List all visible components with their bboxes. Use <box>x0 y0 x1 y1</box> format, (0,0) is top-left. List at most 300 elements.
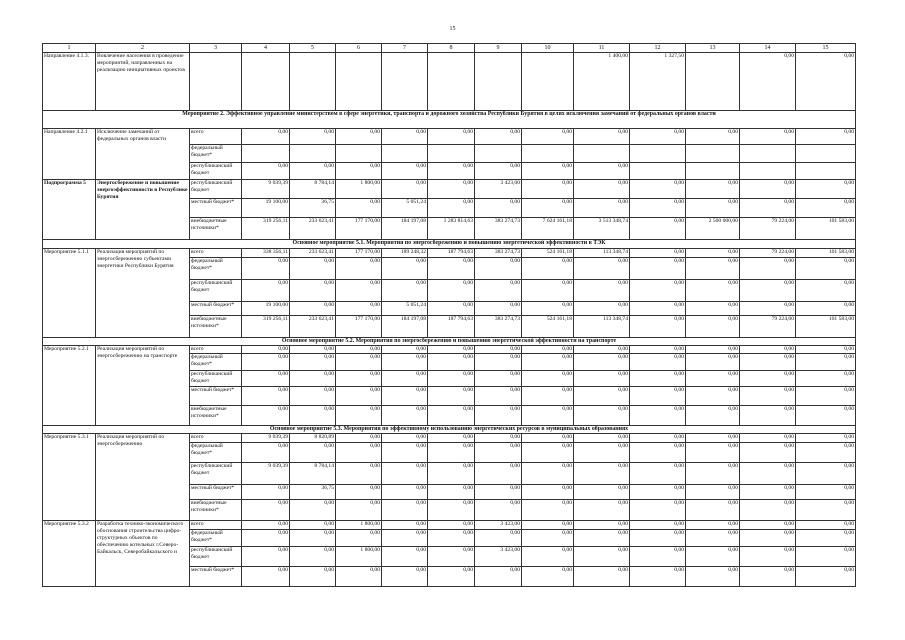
amount-cell <box>630 163 686 180</box>
amount-cell: 0,00 <box>475 387 522 406</box>
amount-cell: 8 784,14 <box>290 463 336 485</box>
item-name: Исключение замечаний от федеральных органов власти <box>96 129 190 180</box>
amount-cell: 187 794,63 <box>428 316 475 338</box>
funding-source: федеральный бюджет* <box>190 354 242 371</box>
amount-cell: 0,00 <box>686 434 740 443</box>
amount-cell: 0,00 <box>522 434 574 443</box>
amount-cell: 0,00 <box>740 346 796 354</box>
amount-cell: 0,00 <box>686 316 740 338</box>
funding-source: местный бюджет* <box>190 485 242 500</box>
amount-cell: 0,00 <box>574 354 630 371</box>
amount-cell: 0,00 <box>382 280 428 302</box>
amount-cell: 0,00 <box>522 302 574 316</box>
amount-cell: 0,00 <box>740 463 796 485</box>
amount-cell: 0,00 <box>740 371 796 387</box>
amount-cell: 0,00 <box>336 463 382 485</box>
amount-cell: 0,00 <box>428 129 475 145</box>
amount-cell: 0,00 <box>574 387 630 406</box>
amount-cell: 0,00 <box>336 443 382 463</box>
amount-cell: 0,00 <box>740 567 796 587</box>
section-title: Мероприятие 2. Эффективное управление министерством в сфере энергетики, транспорта и дорожного хозяйства Республики Бурятия в целях исключения замечаний от федеральных органов власти <box>43 111 856 129</box>
amount-cell: 0,00 <box>630 406 686 426</box>
amount-cell: 0,00 <box>522 387 574 406</box>
amount-cell: 0,00 <box>428 485 475 500</box>
amount-cell: 0,00 <box>686 463 740 485</box>
section-title: Основное мероприятие 5.2. Мероприятия по энергосбережению и повышению энергетической эффективности на транспорте <box>43 338 856 346</box>
amount-cell: 0,00 <box>574 463 630 485</box>
item-name: Реализация мероприятий по энергосбережению субъектами энергетики Республики Бурятия <box>96 249 190 338</box>
amount-cell: 0,00 <box>796 567 856 587</box>
amount-cell: 0,00 <box>522 258 574 280</box>
amount-cell: 0,00 <box>428 354 475 371</box>
amount-cell <box>336 145 382 163</box>
amount-cell: 0,00 <box>686 485 740 500</box>
amount-cell: 0,00 <box>630 500 686 521</box>
amount-cell: 0,00 <box>382 434 428 443</box>
section-title: Основное мероприятие 5.1. Мероприятия по энергосбережению и повышению энергетической эффективности в ТЭК <box>43 240 856 249</box>
amount-cell: 0,00 <box>382 547 428 567</box>
amount-cell: 0,00 <box>475 302 522 316</box>
amount-cell: 0,00 <box>382 500 428 521</box>
section-row <box>43 338 856 346</box>
amount-cell: 1 800,00 <box>336 521 382 530</box>
amount-cell: 0,00 <box>382 521 428 530</box>
amount-cell: 383 274,73 <box>475 316 522 338</box>
amount-cell: 0,00 <box>475 485 522 500</box>
amount-cell: 36,75 <box>290 485 336 500</box>
amount-cell: 0,00 <box>740 443 796 463</box>
amount-cell: 0,00 <box>336 258 382 280</box>
column-number: 12 <box>630 44 686 53</box>
amount-cell: 0,00 <box>740 434 796 443</box>
amount-cell: 0,00 <box>522 521 574 530</box>
section-row <box>43 111 856 129</box>
amount-cell: 0,00 <box>336 387 382 406</box>
amount-cell: 0,00 <box>686 354 740 371</box>
amount-cell: 0,00 <box>686 371 740 387</box>
amount-cell: 0,00 <box>290 567 336 587</box>
amount-cell: 0,00 <box>382 567 428 587</box>
amount-cell: 187 794,63 <box>428 249 475 258</box>
funding-source: федеральный бюджет* <box>190 530 242 547</box>
amount-cell: 0,00 <box>382 163 428 180</box>
amount-cell: 5 051,24 <box>382 199 428 218</box>
amount-cell: 0,00 <box>686 180 740 199</box>
amount-cell: 19 100,00 <box>242 302 290 316</box>
amount-cell: 0,00 <box>382 530 428 547</box>
amount-cell: 0,00 <box>740 280 796 302</box>
amount-cell: 0,00 <box>336 163 382 180</box>
amount-cell: 0,00 <box>428 302 475 316</box>
amount-cell: 0,00 <box>740 500 796 521</box>
amount-cell: 0,00 <box>796 547 856 567</box>
amount-cell: 0,00 <box>686 302 740 316</box>
amount-cell: 0,00 <box>574 346 630 354</box>
funding-source: внебюджетные источники* <box>190 218 242 240</box>
amount-cell: 8 820,89 <box>290 434 336 443</box>
amount-cell: 2 500 000,00 <box>686 218 740 240</box>
amount-cell: 0,00 <box>382 354 428 371</box>
amount-cell: 79 224,00 <box>740 218 796 240</box>
amount-cell: 0,00 <box>382 129 428 145</box>
amount-cell: 0,00 <box>796 443 856 463</box>
amount-cell: 0,00 <box>290 163 336 180</box>
amount-cell: 0,00 <box>630 530 686 547</box>
amount-cell: 1 800,00 <box>336 180 382 199</box>
amount-cell: 9 039,39 <box>242 463 290 485</box>
amount-cell: 0,00 <box>522 443 574 463</box>
amount-cell: 177 170,00 <box>336 249 382 258</box>
amount-cell: 0,00 <box>796 280 856 302</box>
amount-cell: 79 224,00 <box>740 249 796 258</box>
amount-cell: 177 170,00 <box>336 316 382 338</box>
column-number: 2 <box>96 44 190 53</box>
funding-source: республиканский бюджет <box>190 163 242 180</box>
funding-source: внебюджетные источники* <box>190 406 242 426</box>
amount-cell: 319 256,11 <box>242 316 290 338</box>
item-code: Мероприятие 5.3.2 <box>43 521 96 587</box>
item-code: Мероприятие 5.1.1 <box>43 249 96 338</box>
amount-cell: 0,00 <box>242 485 290 500</box>
amount-cell: 0,00 <box>336 302 382 316</box>
amount-cell: 0,00 <box>796 199 856 218</box>
amount-cell: 0,00 <box>630 371 686 387</box>
amount-cell: 0,00 <box>796 485 856 500</box>
amount-cell: 0,00 <box>290 443 336 463</box>
amount-cell: 0,00 <box>290 547 336 567</box>
amount-cell: 0,00 <box>740 53 796 111</box>
amount-cell: 0,00 <box>686 346 740 354</box>
amount-cell: 0,00 <box>630 387 686 406</box>
amount-cell: 0,00 <box>522 406 574 426</box>
budget-table <box>42 43 856 587</box>
amount-cell: 0,00 <box>796 521 856 530</box>
amount-cell: 0,00 <box>740 129 796 145</box>
amount-cell: 1 400,00 <box>574 53 630 111</box>
amount-cell: 0,00 <box>336 280 382 302</box>
amount-cell: 0,00 <box>290 530 336 547</box>
funding-source: республиканский бюджет <box>190 371 242 387</box>
amount-cell: 0,00 <box>630 434 686 443</box>
funding-source: федеральный бюджет* <box>190 258 242 280</box>
amount-cell: 79 224,00 <box>740 316 796 338</box>
amount-cell: 0,00 <box>336 371 382 387</box>
amount-cell <box>290 53 336 111</box>
item-code: Мероприятие 5.3.1 <box>43 434 96 521</box>
amount-cell: 0,00 <box>796 354 856 371</box>
amount-cell: 0,00 <box>242 371 290 387</box>
amount-cell: 0,00 <box>630 567 686 587</box>
amount-cell: 0,00 <box>796 53 856 111</box>
amount-cell: 0,00 <box>336 199 382 218</box>
funding-source: местный бюджет* <box>190 567 242 587</box>
amount-cell: 0,00 <box>686 547 740 567</box>
amount-cell: 0,00 <box>475 530 522 547</box>
amount-cell: 0,00 <box>686 387 740 406</box>
amount-cell: 0,00 <box>796 530 856 547</box>
amount-cell: 0,00 <box>740 530 796 547</box>
amount-cell: 0,00 <box>522 280 574 302</box>
amount-cell: 0,00 <box>428 387 475 406</box>
amount-cell <box>428 53 475 111</box>
amount-cell: 0,00 <box>475 129 522 145</box>
amount-cell <box>796 163 856 180</box>
amount-cell: 0,00 <box>336 434 382 443</box>
amount-cell: 0,00 <box>686 530 740 547</box>
amount-cell: 0,00 <box>242 521 290 530</box>
funding-source: федеральный бюджет* <box>190 443 242 463</box>
amount-cell: 0,00 <box>630 258 686 280</box>
funding-source: всего <box>190 129 242 145</box>
amount-cell: 0,00 <box>428 180 475 199</box>
amount-cell: 0,00 <box>242 567 290 587</box>
column-number: 11 <box>574 44 630 53</box>
amount-cell: 0,00 <box>686 258 740 280</box>
amount-cell: 0,00 <box>475 258 522 280</box>
amount-cell: 0,00 <box>428 346 475 354</box>
item-code: Мероприятие 5.2.1 <box>43 346 96 426</box>
funding-source: внебюджетные источники* <box>190 500 242 521</box>
amount-cell: 0,00 <box>428 521 475 530</box>
amount-cell: 0,00 <box>574 406 630 426</box>
item-name: Разработка технико-экономического обоснования строительства цифро-структурных объектов по обеспечению котельных г.Северо-Байкальск, Северобайкальского и <box>96 521 190 587</box>
amount-cell: 0,00 <box>630 346 686 354</box>
amount-cell: 177 170,00 <box>336 218 382 240</box>
amount-cell: 0,00 <box>630 463 686 485</box>
funding-source: республиканский бюджет <box>190 180 242 199</box>
amount-cell: 0,00 <box>522 199 574 218</box>
amount-cell: 0,00 <box>428 371 475 387</box>
column-number: 7 <box>382 44 428 53</box>
amount-cell: 0,00 <box>336 500 382 521</box>
funding-source: всего <box>190 346 242 354</box>
column-number: 8 <box>428 44 475 53</box>
amount-cell: 0,00 <box>574 485 630 500</box>
table-row <box>43 346 856 354</box>
column-number: 13 <box>686 44 740 53</box>
amount-cell: 0,00 <box>630 485 686 500</box>
amount-cell: 0,00 <box>428 434 475 443</box>
amount-cell: 524 161,18 <box>522 316 574 338</box>
amount-cell <box>242 53 290 111</box>
amount-cell: 233 623,41 <box>290 218 336 240</box>
amount-cell: 0,00 <box>686 443 740 463</box>
amount-cell: 0,00 <box>522 547 574 567</box>
column-number: 14 <box>740 44 796 53</box>
amount-cell: 0,00 <box>382 371 428 387</box>
amount-cell: 0,00 <box>522 530 574 547</box>
amount-cell: 1 327,50 <box>630 53 686 111</box>
amount-cell: 0,00 <box>428 163 475 180</box>
amount-cell: 0,00 <box>796 180 856 199</box>
funding-source: всего <box>190 434 242 443</box>
amount-cell: 233 623,41 <box>290 316 336 338</box>
funding-source: местный бюджет* <box>190 199 242 218</box>
table-row <box>43 53 856 111</box>
amount-cell: 0,00 <box>428 199 475 218</box>
amount-cell: 0,00 <box>574 530 630 547</box>
amount-cell: 0,00 <box>382 443 428 463</box>
amount-cell: 0,00 <box>522 500 574 521</box>
amount-cell: 101 583,00 <box>796 316 856 338</box>
amount-cell: 0,00 <box>290 346 336 354</box>
amount-cell: 9 039,39 <box>242 434 290 443</box>
amount-cell: 0,00 <box>630 129 686 145</box>
amount-cell: 0,00 <box>796 500 856 521</box>
table-row <box>43 434 856 443</box>
amount-cell: 0,00 <box>336 346 382 354</box>
amount-cell: 0,00 <box>242 530 290 547</box>
amount-cell: 3 513 348,74 <box>574 218 630 240</box>
amount-cell: 0,00 <box>686 500 740 521</box>
amount-cell: 0,00 <box>242 547 290 567</box>
column-number: 4 <box>242 44 290 53</box>
amount-cell: 0,00 <box>475 199 522 218</box>
amount-cell: 0,00 <box>574 180 630 199</box>
amount-cell: 0,00 <box>290 354 336 371</box>
amount-cell: 0,00 <box>475 500 522 521</box>
amount-cell: 0,00 <box>290 371 336 387</box>
amount-cell: 0,00 <box>475 463 522 485</box>
amount-cell: 0,00 <box>574 434 630 443</box>
amount-cell: 0,00 <box>740 387 796 406</box>
section-title: Основное мероприятие 5.3. Мероприятия по эффективному использованию энергетических ресурсов в муниципальных образованиях <box>43 426 856 434</box>
amount-cell: 0,00 <box>686 521 740 530</box>
funding-source: местный бюджет* <box>190 387 242 406</box>
amount-cell: 0,00 <box>290 129 336 145</box>
funding-source: всего <box>190 249 242 258</box>
amount-cell: 189 248,32 <box>382 249 428 258</box>
amount-cell: 0,00 <box>574 547 630 567</box>
amount-cell: 0,00 <box>475 280 522 302</box>
table-row <box>43 521 856 530</box>
amount-cell: 0,00 <box>630 354 686 371</box>
table-row <box>43 180 856 199</box>
amount-cell <box>740 145 796 163</box>
amount-cell: 383 274,73 <box>475 249 522 258</box>
section-row <box>43 240 856 249</box>
amount-cell <box>290 145 336 163</box>
amount-cell: 3 423,00 <box>475 547 522 567</box>
amount-cell: 0,00 <box>382 387 428 406</box>
amount-cell: 0,00 <box>574 280 630 302</box>
amount-cell: 0,00 <box>242 387 290 406</box>
amount-cell: 0,00 <box>574 371 630 387</box>
amount-cell: 0,00 <box>242 406 290 426</box>
amount-cell: 0,00 <box>428 500 475 521</box>
amount-cell: 0,00 <box>630 547 686 567</box>
amount-cell: 0,00 <box>336 567 382 587</box>
amount-cell: 0,00 <box>630 199 686 218</box>
amount-cell: 0,00 <box>475 163 522 180</box>
amount-cell: 0,00 <box>630 302 686 316</box>
amount-cell: 1 283 814,63 <box>428 218 475 240</box>
amount-cell: 0,00 <box>522 567 574 587</box>
amount-cell: 0,00 <box>242 280 290 302</box>
item-name: Вовлечение населения в проведение мероприятий, направленных на реализацию инициативных проектов <box>96 53 190 111</box>
item-code: Подпрограмма 5 <box>43 180 96 240</box>
amount-cell: 0,00 <box>522 485 574 500</box>
amount-cell: 0,00 <box>796 371 856 387</box>
amount-cell: 233 623,41 <box>290 249 336 258</box>
amount-cell: 0,00 <box>796 129 856 145</box>
amount-cell <box>475 145 522 163</box>
amount-cell: 0,00 <box>740 258 796 280</box>
funding-source: местный бюджет* <box>190 302 242 316</box>
amount-cell: 184 197,08 <box>382 218 428 240</box>
amount-cell <box>522 145 574 163</box>
amount-cell: 3 423,00 <box>475 521 522 530</box>
item-name: Реализация мероприятий по энергосбережению на транспорте <box>96 346 190 426</box>
amount-cell: 0,00 <box>522 463 574 485</box>
amount-cell: 0,00 <box>382 258 428 280</box>
column-number-row <box>43 44 856 53</box>
amount-cell: 0,00 <box>574 302 630 316</box>
amount-cell <box>242 145 290 163</box>
amount-cell: 383 274,73 <box>475 218 522 240</box>
amount-cell <box>686 163 740 180</box>
amount-cell: 0,00 <box>382 485 428 500</box>
amount-cell: 0,00 <box>740 485 796 500</box>
amount-cell: 0,00 <box>630 249 686 258</box>
amount-cell: 0,00 <box>740 354 796 371</box>
amount-cell: 3 423,00 <box>475 180 522 199</box>
amount-cell: 0,00 <box>630 316 686 338</box>
column-number: 3 <box>190 44 242 53</box>
amount-cell: 0,00 <box>475 371 522 387</box>
amount-cell: 101 583,00 <box>796 218 856 240</box>
amount-cell: 0,00 <box>290 406 336 426</box>
amount-cell: 0,00 <box>522 354 574 371</box>
amount-cell: 0,00 <box>475 346 522 354</box>
amount-cell: 0,00 <box>475 443 522 463</box>
table-row <box>43 249 856 258</box>
section-row <box>43 426 856 434</box>
amount-cell: 7 624 161,18 <box>522 218 574 240</box>
amount-cell: 0,00 <box>336 530 382 547</box>
amount-cell: 0,00 <box>686 129 740 145</box>
amount-cell: 0,00 <box>686 567 740 587</box>
amount-cell: 0,00 <box>740 406 796 426</box>
amount-cell: 0,00 <box>382 180 428 199</box>
amount-cell <box>475 53 522 111</box>
amount-cell: 0,00 <box>522 180 574 199</box>
amount-cell: 0,00 <box>630 443 686 463</box>
amount-cell: 0,00 <box>428 463 475 485</box>
amount-cell: 0,00 <box>242 354 290 371</box>
amount-cell: 113 348,74 <box>574 249 630 258</box>
amount-cell: 0,00 <box>796 346 856 354</box>
amount-cell: 0,00 <box>574 129 630 145</box>
amount-cell <box>740 163 796 180</box>
amount-cell: 0,00 <box>428 280 475 302</box>
amount-cell: 0,00 <box>382 346 428 354</box>
column-number: 10 <box>522 44 574 53</box>
item-code: Направление 4.2.1 <box>43 129 96 180</box>
table-row <box>43 129 856 145</box>
amount-cell: 0,00 <box>428 258 475 280</box>
amount-cell <box>522 53 574 111</box>
item-name: Энергосбережение и повышение энергоэффективности в Республике Бурятия <box>96 180 190 240</box>
item-name: Реализация мероприятий по энергосбережению <box>96 434 190 521</box>
amount-cell: 0,00 <box>382 406 428 426</box>
amount-cell: 0,00 <box>242 443 290 463</box>
amount-cell: 0,00 <box>796 406 856 426</box>
amount-cell <box>336 53 382 111</box>
amount-cell <box>428 145 475 163</box>
amount-cell: 0,00 <box>740 180 796 199</box>
amount-cell: 0,00 <box>574 500 630 521</box>
